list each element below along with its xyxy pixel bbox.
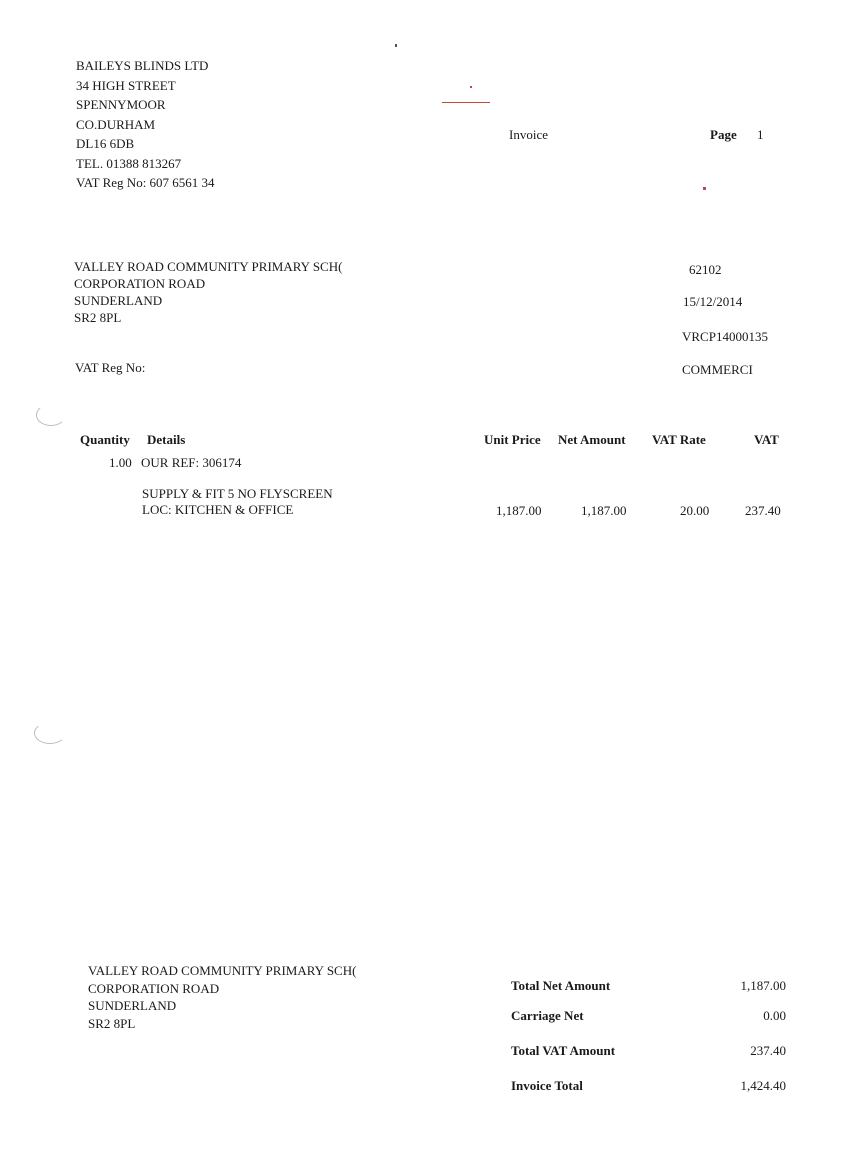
total-net-value: 1,187.00 [740, 978, 786, 993]
line-item-vat-rate: 20.00 [680, 503, 710, 518]
account-type: COMMERCI [682, 362, 753, 377]
customer-name: VALLEY ROAD COMMUNITY PRIMARY SCH( [74, 259, 343, 274]
supplier-street: 34 HIGH STREET [76, 77, 176, 93]
customer-postcode: SR2 8PL [74, 310, 122, 325]
line-item-unit-price: 1,187.00 [496, 503, 542, 518]
line-item-description: SUPPLY & FIT 5 NO FLYSCREEN [142, 486, 333, 501]
column-header-unit-price: Unit Price [484, 432, 541, 447]
footer-street: CORPORATION ROAD [88, 980, 220, 996]
carriage-net-label: Carriage Net [511, 1008, 584, 1023]
page-label: Page [710, 127, 737, 142]
column-header-vat: VAT [754, 432, 779, 447]
scan-speck [395, 44, 397, 47]
column-header-net-amount: Net Amount [558, 432, 626, 447]
line-item-net-amount: 1,187.00 [581, 503, 627, 518]
column-header-details: Details [147, 432, 186, 447]
footer-address [88, 962, 356, 1032]
total-vat-value: 237.40 [750, 1043, 786, 1058]
invoice-total-value: 1,424.40 [740, 1078, 786, 1093]
pen-mark [703, 187, 706, 190]
customer-street: CORPORATION ROAD [74, 276, 206, 291]
column-header-quantity: Quantity [80, 432, 130, 447]
pen-mark [442, 102, 490, 103]
total-vat-label: Total VAT Amount [511, 1043, 616, 1058]
punch-hole-mark [36, 404, 66, 426]
column-header-vat-rate: VAT Rate [652, 432, 706, 447]
pen-mark [470, 86, 472, 88]
supplier-county: CO.DURHAM [76, 116, 156, 132]
footer-name: VALLEY ROAD COMMUNITY PRIMARY SCH( [88, 963, 357, 978]
supplier-vat-reg: VAT Reg No: 607 6561 34 [76, 175, 215, 190]
footer-postcode: SR2 8PL [88, 1015, 136, 1031]
line-item-quantity: 1.00 [109, 455, 132, 470]
carriage-net-value: 0.00 [763, 1008, 786, 1023]
line-item-reference: OUR REF: 306174 [141, 455, 242, 470]
invoice-date: 15/12/2014 [683, 294, 743, 309]
line-item-vat: 237.40 [745, 503, 781, 518]
invoice-total-label: Invoice Total [511, 1078, 583, 1093]
supplier-address [76, 56, 215, 193]
customer-vat-reg-label: VAT Reg No: [75, 360, 146, 375]
page-number: 1 [757, 127, 764, 142]
supplier-phone: TEL. 01388 813267 [76, 155, 182, 171]
line-item-location: LOC: KITCHEN & OFFICE [142, 502, 294, 517]
punch-hole-mark [34, 722, 66, 744]
document-title: Invoice [509, 127, 548, 142]
order-reference: VRCP14000135 [682, 329, 768, 344]
supplier-name: BAILEYS BLINDS LTD [76, 58, 209, 73]
invoice-number: 62102 [689, 262, 722, 277]
customer-town: SUNDERLAND [74, 293, 163, 308]
supplier-town: SPENNYMOOR [76, 97, 166, 112]
total-net-label: Total Net Amount [511, 978, 611, 993]
supplier-postcode: DL16 6DB [76, 136, 135, 151]
footer-town: SUNDERLAND [88, 998, 177, 1013]
customer-address [74, 258, 342, 326]
